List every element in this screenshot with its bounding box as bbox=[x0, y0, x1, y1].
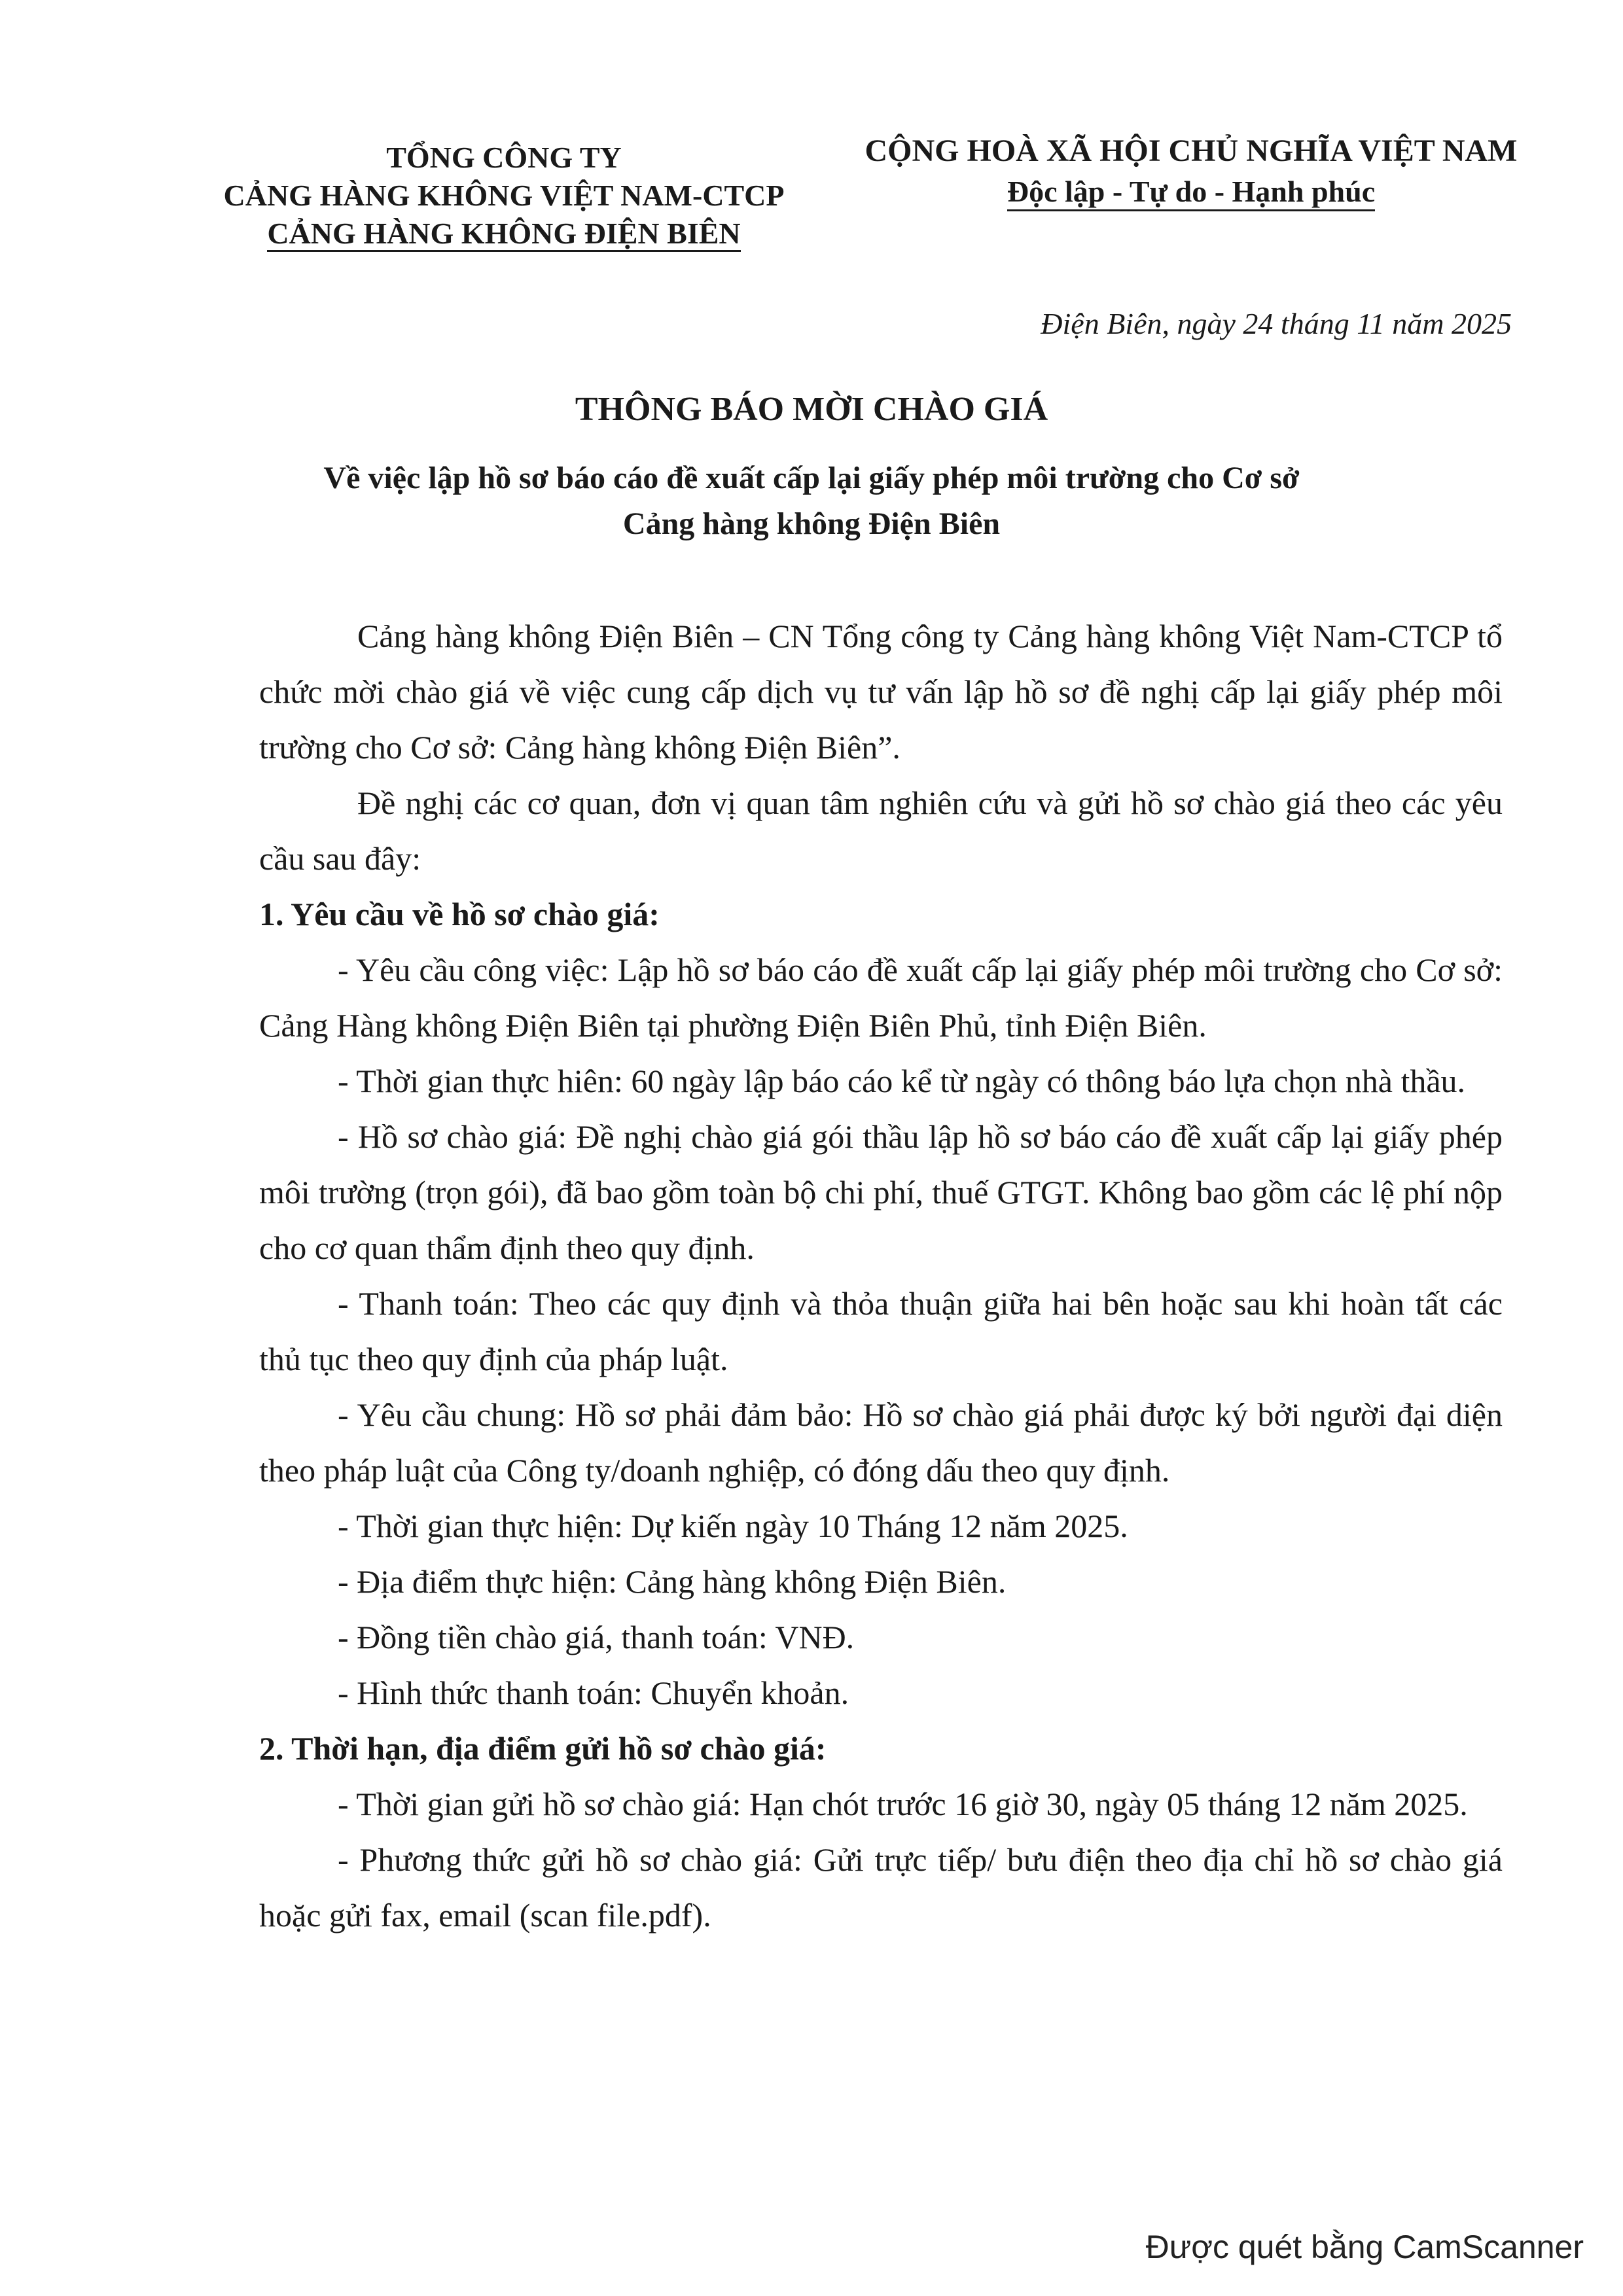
requirement-item: - Thời gian thực hiên: 60 ngày lập báo cáo kể từ ngày có thông báo lựa chọn nhà thầu. bbox=[338, 1063, 1466, 1099]
deadline-item: - Phương thức gửi hồ sơ chào giá: Gửi trực tiếp/ bưu điện theo địa chỉ hồ sơ chào giá hoặc gửi fax, email (scan file.pdf). bbox=[259, 1841, 1503, 1934]
organization-header bbox=[190, 139, 818, 253]
requirement-item: - Địa điểm thực hiện: Cảng hàng không Điện Biên. bbox=[338, 1563, 1007, 1600]
requirement-item: - Thanh toán: Theo các quy định và thỏa thuận giữa hai bên hoặc sau khi hoàn tất các thủ tục theo quy định của pháp luật. bbox=[259, 1285, 1503, 1377]
org-line-1: TỔNG CÔNG TY bbox=[386, 141, 622, 174]
requirement-item: - Yêu cầu chung: Hồ sơ phải đảm bảo: Hồ sơ chào giá phải được ký bởi người đại diện theo pháp luật của Công ty/doanh nghiệp, có đóng dấu theo quy định. bbox=[259, 1396, 1503, 1489]
requirement-item: - Thời gian thực hiện: Dự kiến ngày 10 Tháng 12 năm 2025. bbox=[338, 1508, 1128, 1544]
org-line-2: CẢNG HÀNG KHÔNG VIỆT NAM-CTCP bbox=[223, 179, 785, 212]
deadline-item: - Thời gian gửi hồ sơ chào giá: Hạn chót trước 16 giờ 30, ngày 05 tháng 12 năm 2025. bbox=[338, 1786, 1468, 1822]
national-title: CỘNG HOÀ XÃ HỘI CHỦ NGHĨA VIỆT NAM bbox=[865, 133, 1518, 168]
section-heading: 1. Yêu cầu về hồ sơ chào giá: bbox=[259, 896, 660, 932]
requirement-item: - Hình thức thanh toán: Chuyển khoản. bbox=[338, 1674, 849, 1711]
subtitle-line-1: Về việc lập hồ sơ báo cáo đề xuất cấp lại giấy phép môi trường cho Cơ sở bbox=[323, 461, 1300, 495]
intro-paragraph: Cảng hàng không Điện Biên – CN Tổng công ty Cảng hàng không Việt Nam-CTCP tổ chức mời chào giá về việc cung cấp dịch vụ tư vấn lập hồ sơ đề nghị cấp lại giấy phép môi trường cho Cơ sở: Cảng hàng không Điện Biên”. bbox=[259, 618, 1503, 766]
national-header bbox=[844, 131, 1538, 212]
document-title: THÔNG BÁO MỜI CHÀO GIÁ bbox=[575, 391, 1048, 428]
requirement-item: - Đồng tiền chào giá, thanh toán: VNĐ. bbox=[338, 1619, 855, 1655]
org-line-3: CẢNG HÀNG KHÔNG ĐIỆN BIÊN bbox=[267, 217, 740, 252]
national-motto: Độc lập - Tự do - Hạnh phúc bbox=[1007, 174, 1375, 211]
subtitle-line-2: Cảng hàng không Điện Biên bbox=[622, 506, 1001, 541]
date-line: Điện Biên, ngày 24 tháng 11 năm 2025 bbox=[1041, 307, 1512, 340]
document-body bbox=[259, 609, 1503, 1943]
document-subtitle bbox=[249, 455, 1374, 547]
requirement-item: - Yêu cầu công việc: Lập hồ sơ báo cáo đề xuất cấp lại giấy phép môi trường cho Cơ sở: Cảng Hàng không Điện Biên tại phường Điện Biên Phủ, tỉnh Điện Biên. bbox=[259, 951, 1503, 1044]
requirement-item: - Hồ sơ chào giá: Đề nghị chào giá gói thầu lập hồ sơ báo cáo đề xuất cấp lại giấy phép môi trường (trọn gói), đã bao gồm toàn bộ chi phí, thuế GTGT. Không bao gồm các lệ phí nộp cho cơ quan thẩm định theo quy định. bbox=[259, 1118, 1503, 1266]
intro-paragraph: Đề nghị các cơ quan, đơn vị quan tâm nghiên cứu và gửi hồ sơ chào giá theo các yêu cầu sau đây: bbox=[259, 785, 1503, 877]
scanner-watermark: Được quét bằng CamScanner bbox=[1145, 2229, 1584, 2265]
section-heading: 2. Thời hạn, địa điểm gửi hồ sơ chào giá: bbox=[259, 1730, 827, 1767]
